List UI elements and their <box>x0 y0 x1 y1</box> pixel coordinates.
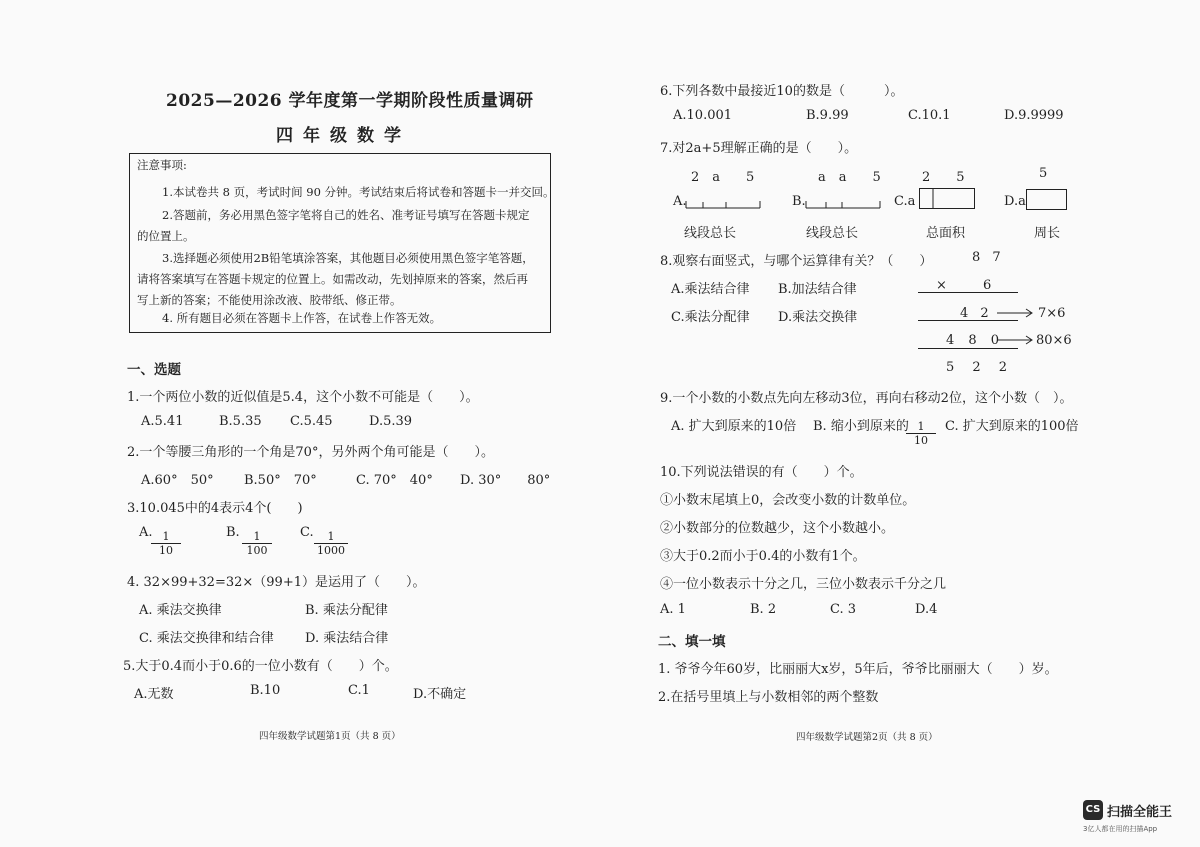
section-heading-choice: 一、选题 <box>127 362 181 378</box>
q9-option-c: C. 扩大到原来的100倍 <box>945 419 1079 434</box>
fill-question-2: 2.在括号里填上与小数相邻的两个整数 <box>658 690 879 705</box>
q2-option-d: D. 30° 80° <box>460 473 551 488</box>
q7-d-rectangle-diagram <box>1026 189 1072 213</box>
q3-option-b: B. <box>226 525 240 540</box>
q10-statement-4: ④一位小数表示十分之几，三位小数表示千分之几 <box>660 577 947 592</box>
question-5: 5.大于0.4而小于0.6的一位小数有（ ）个。 <box>123 659 398 674</box>
q3-fraction-b: $\frac{1}{100}$ <box>242 530 272 558</box>
q7-a-labels: 2 a 5 <box>691 170 755 185</box>
page-footer-left: 四年级数学试题第1页（共 8 页） <box>259 731 401 742</box>
q10-option-a: A. 1 <box>660 602 686 617</box>
section-heading-fill: 二、填一填 <box>658 634 726 650</box>
exam-subtitle: 四年级数学 <box>276 126 411 146</box>
q3-option-c: C. <box>300 525 314 540</box>
q6-option-b: B.9.99 <box>806 108 849 123</box>
question-8: 8.观察右面竖式，与哪个运算律有关？（ ） <box>660 254 933 269</box>
q9-option-a: A. 扩大到原来的10倍 <box>671 419 797 434</box>
fill-question-1: 1. 爷爷今年60岁，比丽丽大x岁，5年后，爷爷比丽丽大（ ）岁。 <box>658 662 1058 677</box>
watermark-name: 扫描全能王 <box>1107 805 1173 820</box>
q7-caption-a: 线段总长 <box>684 226 737 241</box>
q8-option-d: D.乘法交换律 <box>778 310 858 325</box>
calc-partial-1: 4 2 <box>960 306 993 321</box>
question-7: 7.对2a+5理解正确的是（ ）。 <box>660 141 858 156</box>
question-4: 4. 32×99+32=32×（99+1）是运用了（ ）。 <box>127 575 426 590</box>
q8-option-b: B.加法结合律 <box>778 282 857 297</box>
question-10: 10.下列说法错误的有（ ）个。 <box>660 465 863 480</box>
q1-option-b: B.5.35 <box>219 414 262 429</box>
calc-multiplier: 6 <box>983 278 992 293</box>
q1-option-d: D.5.39 <box>369 414 413 429</box>
question-1: 1.一个两位小数的近似值是5.4，这个小数不可能是（ ）。 <box>127 390 479 405</box>
q7-option-b: B. <box>792 194 806 209</box>
q4-option-d: D. 乘法结合律 <box>305 631 389 646</box>
q3-fraction-c: $\frac{1}{1000}$ <box>314 530 348 558</box>
calc-rule-3 <box>918 348 1018 349</box>
question-2: 2.一个等腰三角形的一个角是70°，另外两个角可能是（ ）。 <box>127 445 494 460</box>
question-6: 6.下列各数中最接近10的数是（ ）。 <box>660 84 904 99</box>
q7-option-a: A. <box>673 194 687 209</box>
page-footer-right: 四年级数学试题第2页（共 8 页） <box>796 732 938 743</box>
q9-option-b: B. 缩小到原来的 <box>813 419 909 434</box>
calc-partial-1-note: 7×6 <box>1038 306 1066 321</box>
q5-option-a: A.无数 <box>134 687 174 702</box>
exam-title: 2025—2026 学年度第一学期阶段性质量调研 <box>166 91 534 111</box>
q7-c-rectangle-diagram <box>919 188 979 212</box>
notice-line: 请将答案填写在答题卡规定的位置上。如需改动，先划掉原来的答案，然后再 <box>137 272 528 286</box>
calc-rule-1 <box>918 292 1018 293</box>
q7-option-d: D.a <box>1004 194 1026 209</box>
q7-caption-c: 总面积 <box>926 226 966 241</box>
q5-option-d: D.不确定 <box>413 687 467 702</box>
q10-statement-3: ③大于0.2而小于0.4的小数有1个。 <box>660 549 866 564</box>
q4-option-c: C. 乘法交换律和结合律 <box>139 631 274 646</box>
q2-option-c: C. 70° 40° <box>356 473 433 488</box>
q2-option-a: A.60° 50° <box>141 473 214 488</box>
calc-multiply-sign: × <box>936 278 947 293</box>
calc-top-number: 8 7 <box>972 250 1005 265</box>
question-3: 3.10.045中的4表示4个( ) <box>127 501 303 516</box>
calc-rule-2 <box>918 320 1018 321</box>
q1-option-a: A.5.41 <box>141 414 184 429</box>
arrow-icon <box>997 308 1037 318</box>
q10-statement-1: ①小数末尾填上0，会改变小数的计数单位。 <box>660 493 916 508</box>
q9-fraction: $\frac{1}{10}$ <box>906 420 936 448</box>
q4-option-a: A. 乘法交换律 <box>139 603 222 618</box>
question-9: 9.一个小数的小数点先向左移动3位，再向右移动2位，这个小数（ ）。 <box>660 391 1073 406</box>
q4-option-b: B. 乘法分配律 <box>305 603 388 618</box>
watermark-tagline: 3亿人都在用的扫描App <box>1083 825 1158 833</box>
q6-option-d: D.9.9999 <box>1004 108 1064 123</box>
arrow-icon <box>997 335 1037 345</box>
q10-statement-2: ②小数部分的位数越少，这个小数越小。 <box>660 521 895 536</box>
q2-option-b: B.50° 70° <box>244 473 317 488</box>
q3-fraction-a: $\frac{1}{10}$ <box>151 530 181 558</box>
notice-box <box>129 153 555 333</box>
q5-option-c: C.1 <box>348 683 370 698</box>
q10-option-c: C. 3 <box>830 602 857 617</box>
q7-b-labels: a a 5 <box>818 170 881 185</box>
q7-d-labels: 5 <box>1039 166 1048 181</box>
calc-result: 5 2 2 <box>946 360 1015 375</box>
q7-caption-b: 线段总长 <box>806 226 859 241</box>
notice-line: 2.答题前，务必用黑色签字笔将自己的姓名、准考证号填写在答题卡规定 <box>162 208 530 222</box>
notice-line: 写上新的答案；不能使用涂改液、胶带纸、修正带。 <box>137 293 402 307</box>
q7-b-segment-diagram <box>806 196 886 212</box>
q7-c-labels: 2 5 <box>922 170 965 185</box>
q7-a-segment-diagram <box>686 196 766 212</box>
notice-line: 4. 所有题目必须在答题卡上作答，在试卷上作答无效。 <box>162 311 442 325</box>
q7-caption-d: 周长 <box>1034 226 1061 241</box>
q3-option-a: A. <box>139 525 153 540</box>
q8-option-a: A.乘法结合律 <box>671 282 750 297</box>
calc-partial-2: 4 8 0 <box>946 333 1005 348</box>
notice-heading: 注意事项: <box>137 158 187 172</box>
camscanner-logo-icon: CS <box>1083 800 1103 820</box>
q5-option-b: B.10 <box>250 683 281 698</box>
q8-option-c: C.乘法分配律 <box>671 310 750 325</box>
notice-line: 的位置上。 <box>137 229 195 243</box>
q7-option-c: C.a <box>894 194 916 209</box>
q6-option-a: A.10.001 <box>673 108 733 123</box>
q1-option-c: C.5.45 <box>290 414 333 429</box>
calc-partial-2-note: 80×6 <box>1036 333 1072 348</box>
q10-option-d: D.4 <box>915 602 938 617</box>
notice-line: 1.本试卷共 8 页，考试时间 90 分钟。考试结束后将试卷和答题卡一并交回。 <box>162 185 555 199</box>
notice-line: 3.选择题必须使用2B铅笔填涂答案，其他题目必须使用黑色签字笔答题， <box>162 251 534 265</box>
q10-option-b: B. 2 <box>750 602 777 617</box>
q6-option-c: C.10.1 <box>908 108 951 123</box>
